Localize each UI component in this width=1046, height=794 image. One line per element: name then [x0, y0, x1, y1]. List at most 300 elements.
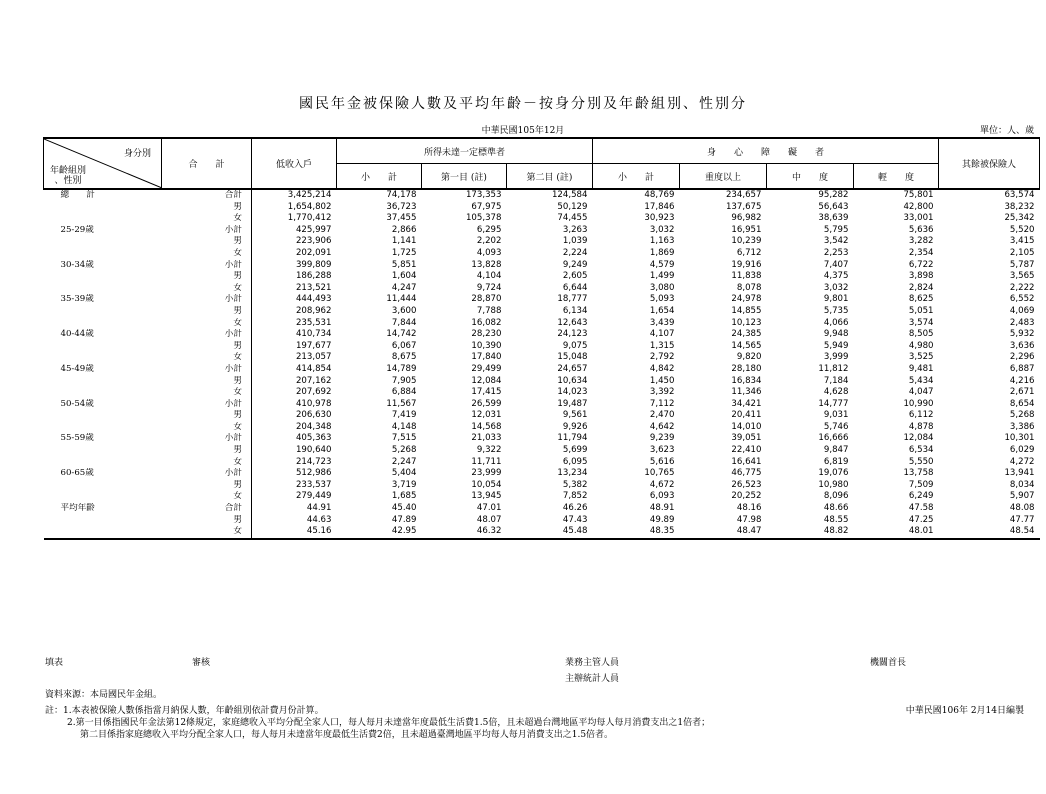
value-cell: 7,905 [391, 375, 417, 386]
value-cell: 24,385 [731, 329, 762, 340]
table-row [44, 329, 1040, 341]
table-row [44, 433, 1040, 445]
value-cell: 3,574 [908, 317, 934, 328]
age-group-cell [44, 352, 162, 364]
table-row [44, 364, 1040, 376]
table-row [44, 236, 1040, 248]
value-cell: 3,415 [1009, 236, 1035, 247]
value-cell: 6,093 [649, 491, 675, 502]
value-cell: 19,916 [731, 259, 762, 270]
age-group-cell: 總 計 [60, 190, 95, 200]
value-cell: 14,565 [731, 340, 762, 351]
sex-cell: 女 [162, 457, 252, 469]
disabled-subtotal-header: 小 計 [593, 164, 680, 190]
value-cell: 48.54 [939, 526, 1040, 539]
value-cell: 95,282 [818, 190, 849, 200]
age-group-cell [44, 318, 162, 330]
sex-cell: 合計 [162, 189, 252, 202]
value-cell: 48.07 [476, 514, 502, 525]
value-cell: 10,239 [731, 236, 762, 247]
value-cell: 7,184 [823, 375, 849, 386]
value-cell: 45.16 [252, 526, 337, 539]
value-cell: 2,470 [649, 410, 675, 421]
value-cell: 5,382 [562, 479, 588, 490]
value-cell: 46,775 [731, 468, 762, 479]
value-cell: 47.43 [562, 514, 588, 525]
value-cell: 2,792 [649, 352, 675, 363]
supervisor-label: 業務主管人員 [565, 658, 620, 668]
value-cell: 21,033 [471, 433, 502, 444]
sex-header: 、性別 [54, 176, 82, 186]
age-group-cell: 25-29歲 [60, 224, 94, 235]
value-cell: 74,178 [386, 190, 417, 200]
value-cell: 4,579 [649, 259, 675, 270]
value-cell: 36,723 [386, 201, 417, 212]
mild-header: 輕 度 [854, 164, 939, 190]
table-row [44, 387, 1040, 399]
value-cell: 7,112 [649, 398, 675, 409]
value-cell: 4,069 [1009, 305, 1035, 316]
value-cell: 3,386 [1009, 421, 1035, 432]
table-row [44, 515, 1040, 527]
value-cell: 405,363 [295, 433, 332, 444]
value-cell: 6,552 [1009, 294, 1035, 305]
value-cell: 29,499 [471, 363, 502, 374]
value-cell: 4,878 [908, 421, 934, 432]
value-cell: 10,634 [557, 375, 588, 386]
value-cell: 124,584 [551, 190, 588, 200]
value-cell: 39,051 [731, 433, 762, 444]
sex-cell: 女 [162, 318, 252, 330]
value-cell: 9,561 [562, 410, 588, 421]
value-cell: 6,095 [562, 456, 588, 467]
value-cell: 14,023 [557, 387, 588, 398]
value-cell: 15,048 [557, 352, 588, 363]
value-cell: 235,531 [295, 317, 332, 328]
table-row [44, 503, 1040, 515]
page-title: 國民年金被保險人數及平均年齡－按身分別及年齡組別、性別分 [299, 96, 747, 112]
sex-cell: 女 [162, 213, 252, 225]
value-cell: 410,978 [295, 398, 332, 409]
value-cell: 11,567 [386, 398, 417, 409]
age-group-cell [44, 248, 162, 260]
age-group-cell [44, 202, 162, 214]
value-cell: 48.47 [680, 526, 767, 539]
value-cell: 2,671 [1009, 387, 1035, 398]
value-cell: 48,769 [644, 190, 675, 200]
value-cell: 1,685 [391, 491, 417, 502]
age-group-cell: 45-49歲 [60, 363, 94, 374]
value-cell: 7,407 [823, 259, 849, 270]
value-cell: 47.98 [736, 514, 762, 525]
age-group-cell: 40-44歲 [60, 329, 94, 340]
value-cell: 10,123 [731, 317, 762, 328]
value-cell: 42.95 [337, 526, 422, 539]
sex-cell: 小計 [162, 433, 252, 445]
value-cell: 2,224 [562, 247, 588, 258]
table-row [44, 491, 1040, 503]
value-cell: 45.48 [507, 526, 593, 539]
sex-cell: 男 [162, 202, 252, 214]
compiled-date: 中華民國106年 2月14日編製 [905, 706, 1024, 716]
value-cell: 207,162 [295, 375, 332, 386]
value-cell: 1,163 [649, 236, 675, 247]
value-cell: 2,605 [562, 271, 588, 282]
value-cell: 16,641 [731, 456, 762, 467]
value-cell: 12,643 [557, 317, 588, 328]
age-group-cell [44, 515, 162, 527]
value-cell: 208,962 [295, 305, 332, 316]
value-cell: 6,819 [823, 456, 849, 467]
value-cell: 173,353 [465, 190, 502, 200]
value-cell: 197,677 [295, 340, 332, 351]
value-cell: 14,568 [471, 421, 502, 432]
sex-cell: 男 [162, 376, 252, 388]
value-cell: 9,724 [476, 282, 502, 293]
diagonal-header-cell [44, 138, 162, 189]
note-3: 第二目係指家庭總收入平均分配全家人口，每人每月未達當年度最低生活費2倍，且未超過臺灣地區平均每人每月消費支出之1.5倍者。 [80, 730, 614, 740]
value-cell: 96,982 [731, 213, 762, 224]
sex-cell: 小計 [162, 399, 252, 411]
value-cell: 186,288 [295, 271, 332, 282]
value-cell: 7,515 [391, 433, 417, 444]
value-cell: 7,852 [562, 491, 588, 502]
value-cell: 3,600 [391, 305, 417, 316]
value-cell: 190,640 [295, 445, 332, 456]
value-cell: 1,725 [391, 247, 417, 258]
filler-label: 填表 [45, 658, 64, 668]
value-cell: 1,039 [562, 236, 588, 247]
value-cell: 6,067 [391, 340, 417, 351]
value-cell: 38,639 [818, 213, 849, 224]
table-row [44, 248, 1040, 260]
value-cell: 9,820 [736, 352, 762, 363]
value-cell: 5,268 [391, 445, 417, 456]
sex-cell: 小計 [162, 260, 252, 272]
value-cell: 3,898 [908, 271, 934, 282]
sex-cell: 女 [162, 248, 252, 260]
value-cell: 11,711 [471, 456, 502, 467]
value-cell: 9,249 [562, 259, 588, 270]
value-cell: 24,978 [731, 294, 762, 305]
value-cell: 47.77 [1009, 514, 1035, 525]
value-cell: 17,840 [471, 352, 502, 363]
value-cell: 17,415 [471, 387, 502, 398]
value-cell: 10,765 [644, 468, 675, 479]
value-cell: 37,455 [386, 213, 417, 224]
sex-cell: 女 [162, 352, 252, 364]
value-cell: 279,449 [295, 491, 332, 502]
value-cell: 10,390 [471, 340, 502, 351]
sex-cell: 男 [162, 445, 252, 457]
value-cell: 4,980 [908, 340, 934, 351]
table-row [44, 213, 1040, 225]
age-group-cell: 60-65歲 [60, 468, 94, 479]
value-cell: 3,719 [391, 479, 417, 490]
value-cell: 12,084 [903, 433, 934, 444]
table-row [44, 526, 1040, 539]
table-row [44, 306, 1040, 318]
value-cell: 4,107 [649, 329, 675, 340]
sex-cell: 女 [162, 491, 252, 503]
value-cell: 8,505 [908, 329, 934, 340]
value-cell: 46.32 [422, 526, 507, 539]
value-cell: 10,980 [818, 479, 849, 490]
table-row [44, 260, 1040, 272]
value-cell: 5,051 [908, 305, 934, 316]
sex-cell: 小計 [162, 294, 252, 306]
age-group-cell [44, 410, 162, 422]
value-cell: 2,202 [476, 236, 502, 247]
value-cell: 1,654,802 [287, 201, 332, 212]
value-cell: 28,180 [731, 363, 762, 374]
value-cell: 14,855 [731, 305, 762, 316]
value-cell: 14,742 [386, 329, 417, 340]
value-cell: 5,907 [1009, 491, 1035, 502]
value-cell: 5,636 [908, 224, 934, 235]
value-cell: 5,434 [908, 375, 934, 386]
value-cell: 2,296 [1009, 352, 1035, 363]
sex-cell: 女 [162, 526, 252, 539]
value-cell: 3,282 [908, 236, 934, 247]
value-cell: 48.35 [593, 526, 680, 539]
value-cell: 105,378 [465, 213, 502, 224]
value-cell: 9,926 [562, 421, 588, 432]
value-cell: 6,029 [1009, 445, 1035, 456]
sex-cell: 男 [162, 271, 252, 283]
age-group-cell [44, 491, 162, 503]
value-cell: 14,777 [818, 398, 849, 409]
value-cell: 2,253 [823, 247, 849, 258]
sex-cell: 女 [162, 387, 252, 399]
age-group-cell: 55-59歲 [60, 433, 94, 444]
agency-head-label: 機關首長 [870, 658, 907, 668]
value-cell: 20,252 [731, 491, 762, 502]
value-cell: 20,411 [731, 410, 762, 421]
value-cell: 5,949 [823, 340, 849, 351]
value-cell: 44.91 [306, 503, 332, 514]
value-cell: 8,625 [908, 294, 934, 305]
sex-cell: 女 [162, 422, 252, 434]
value-cell: 10,301 [1004, 433, 1035, 444]
sex-cell: 小計 [162, 225, 252, 237]
identity-header: 身分別 [123, 149, 151, 159]
value-cell: 33,001 [903, 213, 934, 224]
value-cell: 8,096 [823, 491, 849, 502]
age-group-cell [44, 306, 162, 318]
value-cell: 4,672 [649, 479, 675, 490]
value-cell: 25,342 [1004, 213, 1035, 224]
value-cell: 2,222 [1009, 282, 1035, 293]
value-cell: 4,642 [649, 421, 675, 432]
value-cell: 8,675 [391, 352, 417, 363]
table-row [44, 202, 1040, 214]
table-row [44, 318, 1040, 330]
value-cell: 6,249 [908, 491, 934, 502]
value-cell: 5,520 [1009, 224, 1035, 235]
value-cell: 214,723 [295, 456, 332, 467]
value-cell: 6,134 [562, 305, 588, 316]
value-cell: 24,657 [557, 363, 588, 374]
value-cell: 38,232 [1004, 201, 1035, 212]
value-cell: 44.63 [306, 514, 332, 525]
value-cell: 11,838 [731, 271, 762, 282]
value-cell: 5,735 [823, 305, 849, 316]
value-cell: 34,421 [731, 398, 762, 409]
value-cell: 6,534 [908, 445, 934, 456]
age-group-cell [44, 387, 162, 399]
sex-cell: 男 [162, 306, 252, 318]
table-row [44, 189, 1040, 202]
value-cell: 14,010 [731, 421, 762, 432]
value-cell: 10,990 [903, 398, 934, 409]
value-cell: 5,746 [823, 421, 849, 432]
value-cell: 5,616 [649, 456, 675, 467]
value-cell: 1,450 [649, 375, 675, 386]
value-cell: 12,084 [471, 375, 502, 386]
value-cell: 6,712 [736, 247, 762, 258]
value-cell: 6,295 [476, 224, 502, 235]
age-group-cell [44, 271, 162, 283]
value-cell: 5,093 [649, 294, 675, 305]
value-cell: 3,636 [1009, 340, 1035, 351]
value-cell: 6,112 [908, 410, 934, 421]
value-cell: 4,093 [476, 247, 502, 258]
value-cell: 3,080 [649, 282, 675, 293]
table-row [44, 468, 1040, 480]
reviewer-label: 審核 [192, 658, 211, 668]
value-cell: 11,812 [818, 363, 849, 374]
value-cell: 202,091 [295, 247, 332, 258]
value-cell: 9,239 [649, 433, 675, 444]
value-cell: 7,844 [391, 317, 417, 328]
value-cell: 1,604 [391, 271, 417, 282]
value-cell: 7,788 [476, 305, 502, 316]
age-group-cell [44, 213, 162, 225]
value-cell: 16,082 [471, 317, 502, 328]
value-cell: 49.89 [649, 514, 675, 525]
value-cell: 3,263 [562, 224, 588, 235]
sex-cell: 男 [162, 410, 252, 422]
report-date: 中華民國105年12月 [481, 126, 565, 136]
value-cell: 2,483 [1009, 317, 1035, 328]
value-cell: 9,075 [562, 340, 588, 351]
value-cell: 13,941 [1004, 468, 1035, 479]
value-cell: 204,348 [295, 421, 332, 432]
value-cell: 1,869 [649, 247, 675, 258]
value-cell: 1,654 [649, 305, 675, 316]
value-cell: 28,870 [471, 294, 502, 305]
age-group-cell [44, 236, 162, 248]
age-group-cell [44, 457, 162, 469]
value-cell: 3,032 [649, 224, 675, 235]
value-cell: 13,758 [903, 468, 934, 479]
value-cell: 213,521 [295, 282, 332, 293]
sex-cell: 男 [162, 480, 252, 492]
value-cell: 234,657 [725, 190, 762, 200]
value-cell: 48.08 [1009, 503, 1035, 514]
moderate-header: 中 度 [767, 164, 854, 190]
value-cell: 4,066 [823, 317, 849, 328]
value-cell: 24,123 [557, 329, 588, 340]
statistician-label: 主辦統計人員 [565, 674, 620, 684]
value-cell: 45.40 [391, 503, 417, 514]
sex-cell: 男 [162, 515, 252, 527]
value-cell: 414,854 [295, 363, 332, 374]
age-group-cell: 平均年齡 [60, 503, 95, 514]
value-cell: 233,537 [295, 479, 332, 490]
sex-cell: 男 [162, 341, 252, 353]
value-cell: 1,315 [649, 340, 675, 351]
age-group-cell: 35-39歲 [60, 294, 94, 305]
sex-cell: 小計 [162, 468, 252, 480]
value-cell: 2,247 [391, 456, 417, 467]
table-row [44, 225, 1040, 237]
severe-header: 重度以上 [680, 164, 767, 190]
value-cell: 23,999 [471, 468, 502, 479]
value-cell: 4,216 [1009, 375, 1035, 386]
value-cell: 3,623 [649, 445, 675, 456]
value-cell: 2,354 [908, 247, 934, 258]
value-cell: 9,322 [476, 445, 502, 456]
value-cell: 48.82 [767, 526, 854, 539]
value-cell: 3,032 [823, 282, 849, 293]
table-row [44, 457, 1040, 469]
age-group-cell [44, 422, 162, 434]
value-cell: 5,932 [1009, 329, 1035, 340]
table-header [44, 138, 1040, 189]
value-cell: 1,770,412 [287, 213, 332, 224]
value-cell: 4,375 [823, 271, 849, 282]
value-cell: 206,630 [295, 410, 332, 421]
value-cell: 410,734 [295, 329, 332, 340]
note-1: 註：1.本表被保險人數係指當月納保人數，年齡組別依計費月份計算。 [45, 706, 324, 716]
value-cell: 9,847 [823, 445, 849, 456]
value-cell: 16,666 [818, 433, 849, 444]
value-cell: 12,031 [471, 410, 502, 421]
statistics-table [43, 137, 1040, 540]
value-cell: 3,525 [908, 352, 934, 363]
table-row [44, 422, 1040, 434]
value-cell: 399,809 [295, 259, 332, 270]
value-cell: 48.66 [823, 503, 849, 514]
value-cell: 48.01 [854, 526, 939, 539]
other-insured-header: 其餘被保險人 [939, 138, 1040, 189]
value-cell: 3,565 [1009, 271, 1035, 282]
value-cell: 46.26 [562, 503, 588, 514]
value-cell: 63,574 [1004, 190, 1035, 200]
value-cell: 42,800 [903, 201, 934, 212]
sex-cell: 小計 [162, 329, 252, 341]
value-cell: 47.89 [391, 514, 417, 525]
age-group-cell: 50-54歲 [60, 398, 94, 409]
value-cell: 9,948 [823, 329, 849, 340]
age-group-cell [44, 445, 162, 457]
income-subtotal-header: 小 計 [337, 164, 422, 190]
value-cell: 67,975 [471, 201, 502, 212]
type1-header: 第一目 (註) [422, 164, 507, 190]
value-cell: 11,794 [557, 433, 588, 444]
table-row [44, 480, 1040, 492]
value-cell: 22,410 [731, 445, 762, 456]
age-group-cell: 30-34歲 [60, 259, 94, 270]
value-cell: 30,923 [644, 213, 675, 224]
table-row [44, 341, 1040, 353]
table-row [44, 445, 1040, 457]
table-row [44, 410, 1040, 422]
value-cell: 137,675 [725, 201, 762, 212]
value-cell: 48.16 [736, 503, 762, 514]
